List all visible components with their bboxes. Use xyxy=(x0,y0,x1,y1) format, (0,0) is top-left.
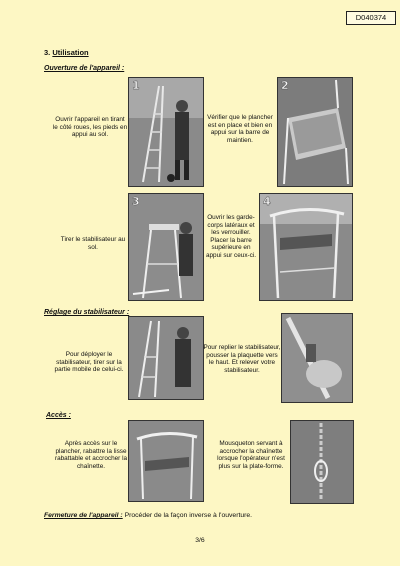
section-number: 3. xyxy=(44,48,51,57)
acces-rail-caption: Après accès sur le plancher, rabattre la lisse rabattable et accrocher la chaînette. xyxy=(54,440,128,470)
stabilizer-illustration xyxy=(129,194,203,300)
section-heading xyxy=(44,48,89,57)
page-number: 3/6 xyxy=(195,537,205,544)
footer-instruction xyxy=(44,512,252,519)
reglage-fold-caption: Pour replier le stabilisateur, pousser la plaquette vers le haut. Et relever votre stabilisateur. xyxy=(203,344,281,374)
step-3-number: 3 xyxy=(132,195,140,208)
reglage-deploy-photo xyxy=(128,316,204,400)
reglage-fold-photo xyxy=(281,313,353,403)
subhead-acces: Accès : xyxy=(46,412,71,419)
hand-plate-illustration xyxy=(282,314,352,402)
step-2-photo xyxy=(277,77,353,187)
ladder-worker-illustration xyxy=(129,78,203,186)
step-4-number: 4 xyxy=(263,195,271,208)
chain-illustration xyxy=(291,421,353,503)
lisse-illustration xyxy=(129,421,203,501)
reglage-deploy-caption: Pour déployer le stabilisateur, tirer sur la partie mobile de celui-ci. xyxy=(54,351,124,374)
step-1-number: 1 xyxy=(132,79,140,92)
platform-illustration xyxy=(278,78,352,186)
guardrail-illustration xyxy=(260,194,352,300)
subhead-reglage: Réglage du stabilisateur : xyxy=(44,309,130,316)
step-1-photo xyxy=(128,77,204,187)
step-4-photo xyxy=(259,193,353,301)
subhead-ouverture: Ouverture de l'appareil : xyxy=(44,65,125,72)
step-2-caption: Vérifier que le plancher est en place et bien en appui sur la barre de maintien. xyxy=(207,114,273,144)
document-code: D040374 xyxy=(346,11,396,25)
footer-label: Fermeture de l'appareil : xyxy=(44,512,123,519)
section-title: Utilisation xyxy=(52,48,89,57)
step-3-photo xyxy=(128,193,204,301)
step-3-caption: Tirer le stabilisateur au sol. xyxy=(60,236,126,251)
step-2-number: 2 xyxy=(281,79,289,92)
acces-mousqueton-photo xyxy=(290,420,354,504)
deploy-stabilizer-illustration xyxy=(129,317,203,399)
step-1-caption: Ouvrir l'appareil en tirant le côté roues, les pieds en appui au sol. xyxy=(52,116,128,139)
acces-mousqueton-caption: Mousqueton servant à accrocher la chaînette lorsque l'opérateur n'est plus sur la plate-forme. xyxy=(217,440,285,470)
footer-text: Procéder de la façon inverse à l'ouverture. xyxy=(124,512,253,519)
acces-rail-photo xyxy=(128,420,204,502)
step-4-caption: Ouvrir les garde-corps latéraux et les verrouiller. Placer la barre supérieure en appui sur ceux-ci. xyxy=(205,214,257,259)
